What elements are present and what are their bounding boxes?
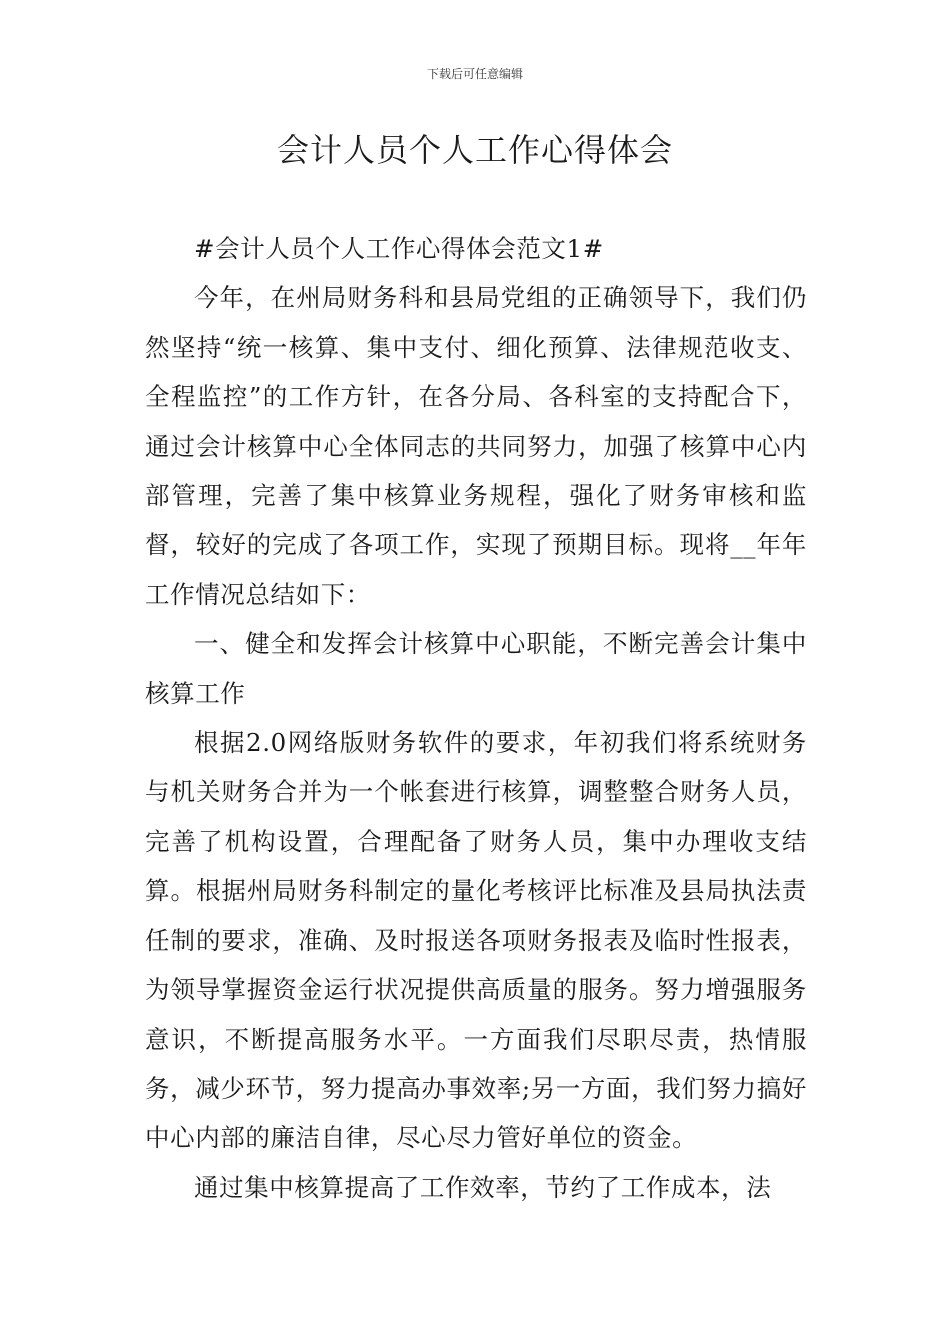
body-paragraph-accounting: 根据2.0网络版财务软件的要求，年初我们将系统财务与机关财务合并为一个帐套进行核算，调整整合财务人员，完善了机构设置，合理配备了财务人员，集中办理收支结算。根据州局财务科制定的量化考核评比标准及县局执法责任制的要求，准确、及时报送各项财务报表及临时性报表，为领导掌握资金运行状况提供高质量的服务。努力增强服务意识，不断提高服务水平。一方面我们尽职尽责，热情服务，减少环节，努力提高办事效率;另一方面，我们努力搞好中心内部的廉洁自律，尽心尽力管好单位的资金。 (145, 728, 807, 1153)
body-paragraph-efficiency: 通过集中核算提高了工作效率，节约了工作成本，法 (194, 1172, 772, 1202)
document-title: 会计人员个人工作心得体会 (276, 131, 673, 169)
section-heading-one: 一、健全和发挥会计核算中心职能，不断完善会计集中核算工作 (145, 629, 807, 708)
body-paragraph-intro: 今年，在州局财务科和县局党组的正确领导下，我们仍然坚持“统一核算、集中支付、细化预算、法律规范收支、全程监控”的工作方针，在各分局、各科室的支持配合下，通过会计核算中心全体同志的共同努力，加强了核算中心内部管理，完善了集中核算业务规程，强化了财务审核和监督，较好的完成了各项工作，实现了预期目标。现将__年年工作情况总结如下： (145, 283, 807, 609)
header-note: 下载后可任意编辑 (426, 67, 523, 81)
section-heading-paragraph: #会计人员个人工作心得体会范文1# (194, 234, 604, 263)
document-body (145, 224, 807, 1212)
